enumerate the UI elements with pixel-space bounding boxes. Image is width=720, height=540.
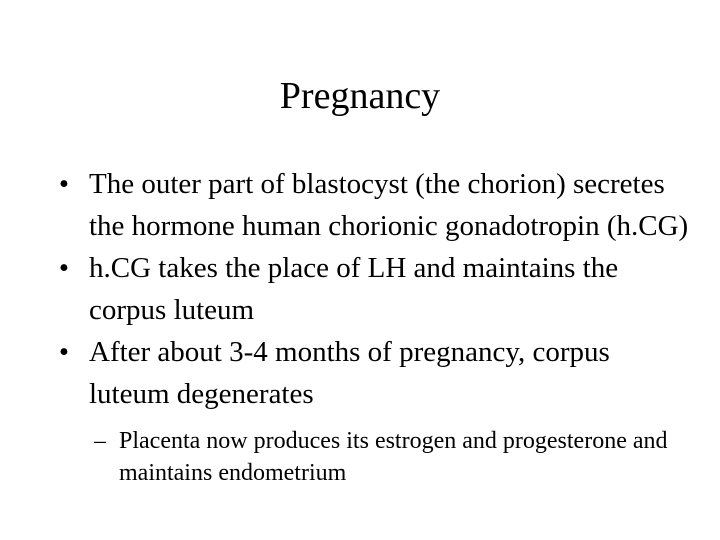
- bullet-marker: •: [58, 336, 70, 368]
- bullet-item: [54, 247, 694, 331]
- bullet-text: h.CG takes the place of LH and maintains the corpus luteum: [89, 252, 619, 326]
- bullet-marker: •: [58, 252, 70, 284]
- bullet-marker: •: [58, 168, 70, 200]
- sub-bullet-text: Placenta now produces its estrogen and progesterone and maintains endometrium: [119, 428, 668, 486]
- sub-bullet-marker: –: [94, 428, 106, 454]
- slide-title: Pregnancy: [279, 75, 441, 117]
- bullet-item: [54, 331, 694, 415]
- slide-body: [54, 163, 694, 489]
- sub-bullet-item: [54, 425, 694, 489]
- bullet-text: The outer part of blastocyst (the chorion) secretes the hormone human chorionic gonadotropin (h.CG): [89, 168, 689, 242]
- bullet-text: After about 3-4 months of pregnancy, corpus luteum degenerates: [89, 336, 610, 410]
- bullet-item: [54, 163, 694, 247]
